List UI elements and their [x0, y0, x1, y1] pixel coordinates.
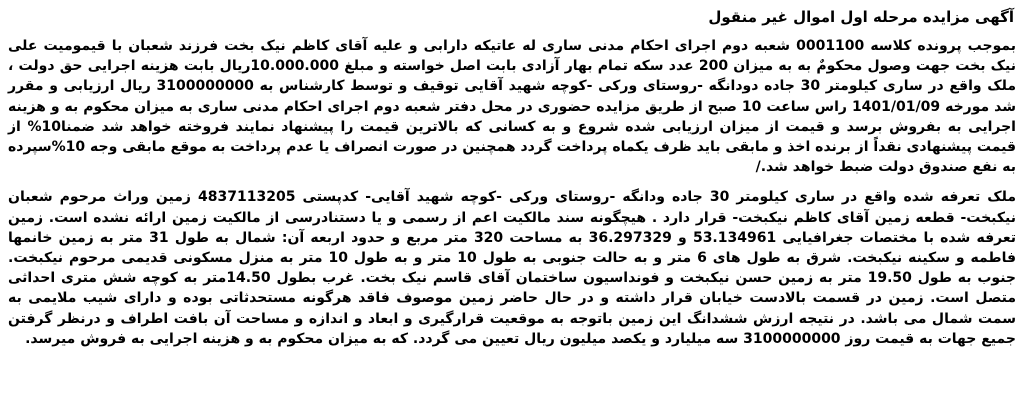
- notice-paragraph-property: ملک تعرفه شده واقع در ساری کیلومتر 30 جاده ودانگه -روستای ورکی -کوچه شهید آقایی- کدپستی 4837113205 زمین وراث مرحوم شعبان نیکبخت- قطعه زمین آقای کاظم نیکبخت- قرار دارد . هیچگونه سند مالکیت اعم از رسمی و یا دستنادرسی از مالکیت زمین ارائه نشده است. زمین تعرفه شده با مختصات جغرافیایی 53.134961 و 36.297329 به مساحت 320 متر مربع و حدود اربعه آن: شمال به طول 31 متر به زمین خانمها فاطمه و سکینه نیکبخت. شرق به طول های 6 متر و به حالت جنوبی به طول 10 متر و به طول 10 متر به منزل مسکونی قدیمی مرحوم نیکبخت. جنوب به طول 19.50 متر به زمین حسن نیکبخت و فونداسیون ساختمان آقای قاسم نیک بخت. غرب بطول 14.50متر به کوچه شش متری احداثی متصل است. زمین در قسمت بالادست خیابان قرار داشته و در حال حاضر زمین موصوف فاقد هرگونه مستحدثاتی بوده و دارای شیب ملایمی به سمت شمال می باشد. در نتیجه ارزش ششدانگ این زمین باتوجه به موقعیت قرارگیری و ابعاد و اندازه و مساحت آن بافت اطراف و درنظر گرفتن جمیع جهات به قیمت روز 3100000000 سه میلیارد و یکصد میلیون ریال تعیین می گردد. که به میزان محکوم به و هزینه اجرایی به فروش میرسد.: [8, 189, 1017, 347]
- notice-title: آگهی مزایده مرحله اول اموال غیر منقول: [708, 8, 1014, 26]
- notice-paragraph-case: بموجب پرونده کلاسه 0001100 شعبه دوم اجرای احکام مدنی ساری له عاتیکه دارابی و علیه آقای کاظم نیک بخت فرزند شعبان با قیمومیت علی نیک بخت جهت وصول محکومٌ به به میزان 200 عدد سکه تمام بهار آزادی بابت اصل خواسته و مبلغ 10.000.000ریال بابت هزینه اجرایی حق دولت ، ملک واقع در ساری کیلومتر 30 جاده دودانگه -روستای ورکی -کوچه شهید آقایی توقیف و توسط کارشناس به 3100000000 ریال ارزیابی و مقرر شد مورخه 1401/01/09 راس ساعت 10 صبح از طریق مزایده حضوری در محل دفتر شعبه دوم اجرای احکام مدنی ساری به میزان محکوم به و هزینه اجرایی به بفروش برسد و قیمت از میزان ارزیابی شده شروع و به کسانی که بالاترین قیمت را پیشنهاد نمایند فروخته خواهد شد ضمنا10% از قیمت پیشنهادی نقداً از برنده اخذ و مابقی باید ظرف یکماه پرداخت گردد همچنین در صورت انصراف یا عدم پرداخت به موقع مابقی وجه 10%سپرده به نفع صندوق دولت ضبط خواهد شد./: [8, 38, 1016, 176]
